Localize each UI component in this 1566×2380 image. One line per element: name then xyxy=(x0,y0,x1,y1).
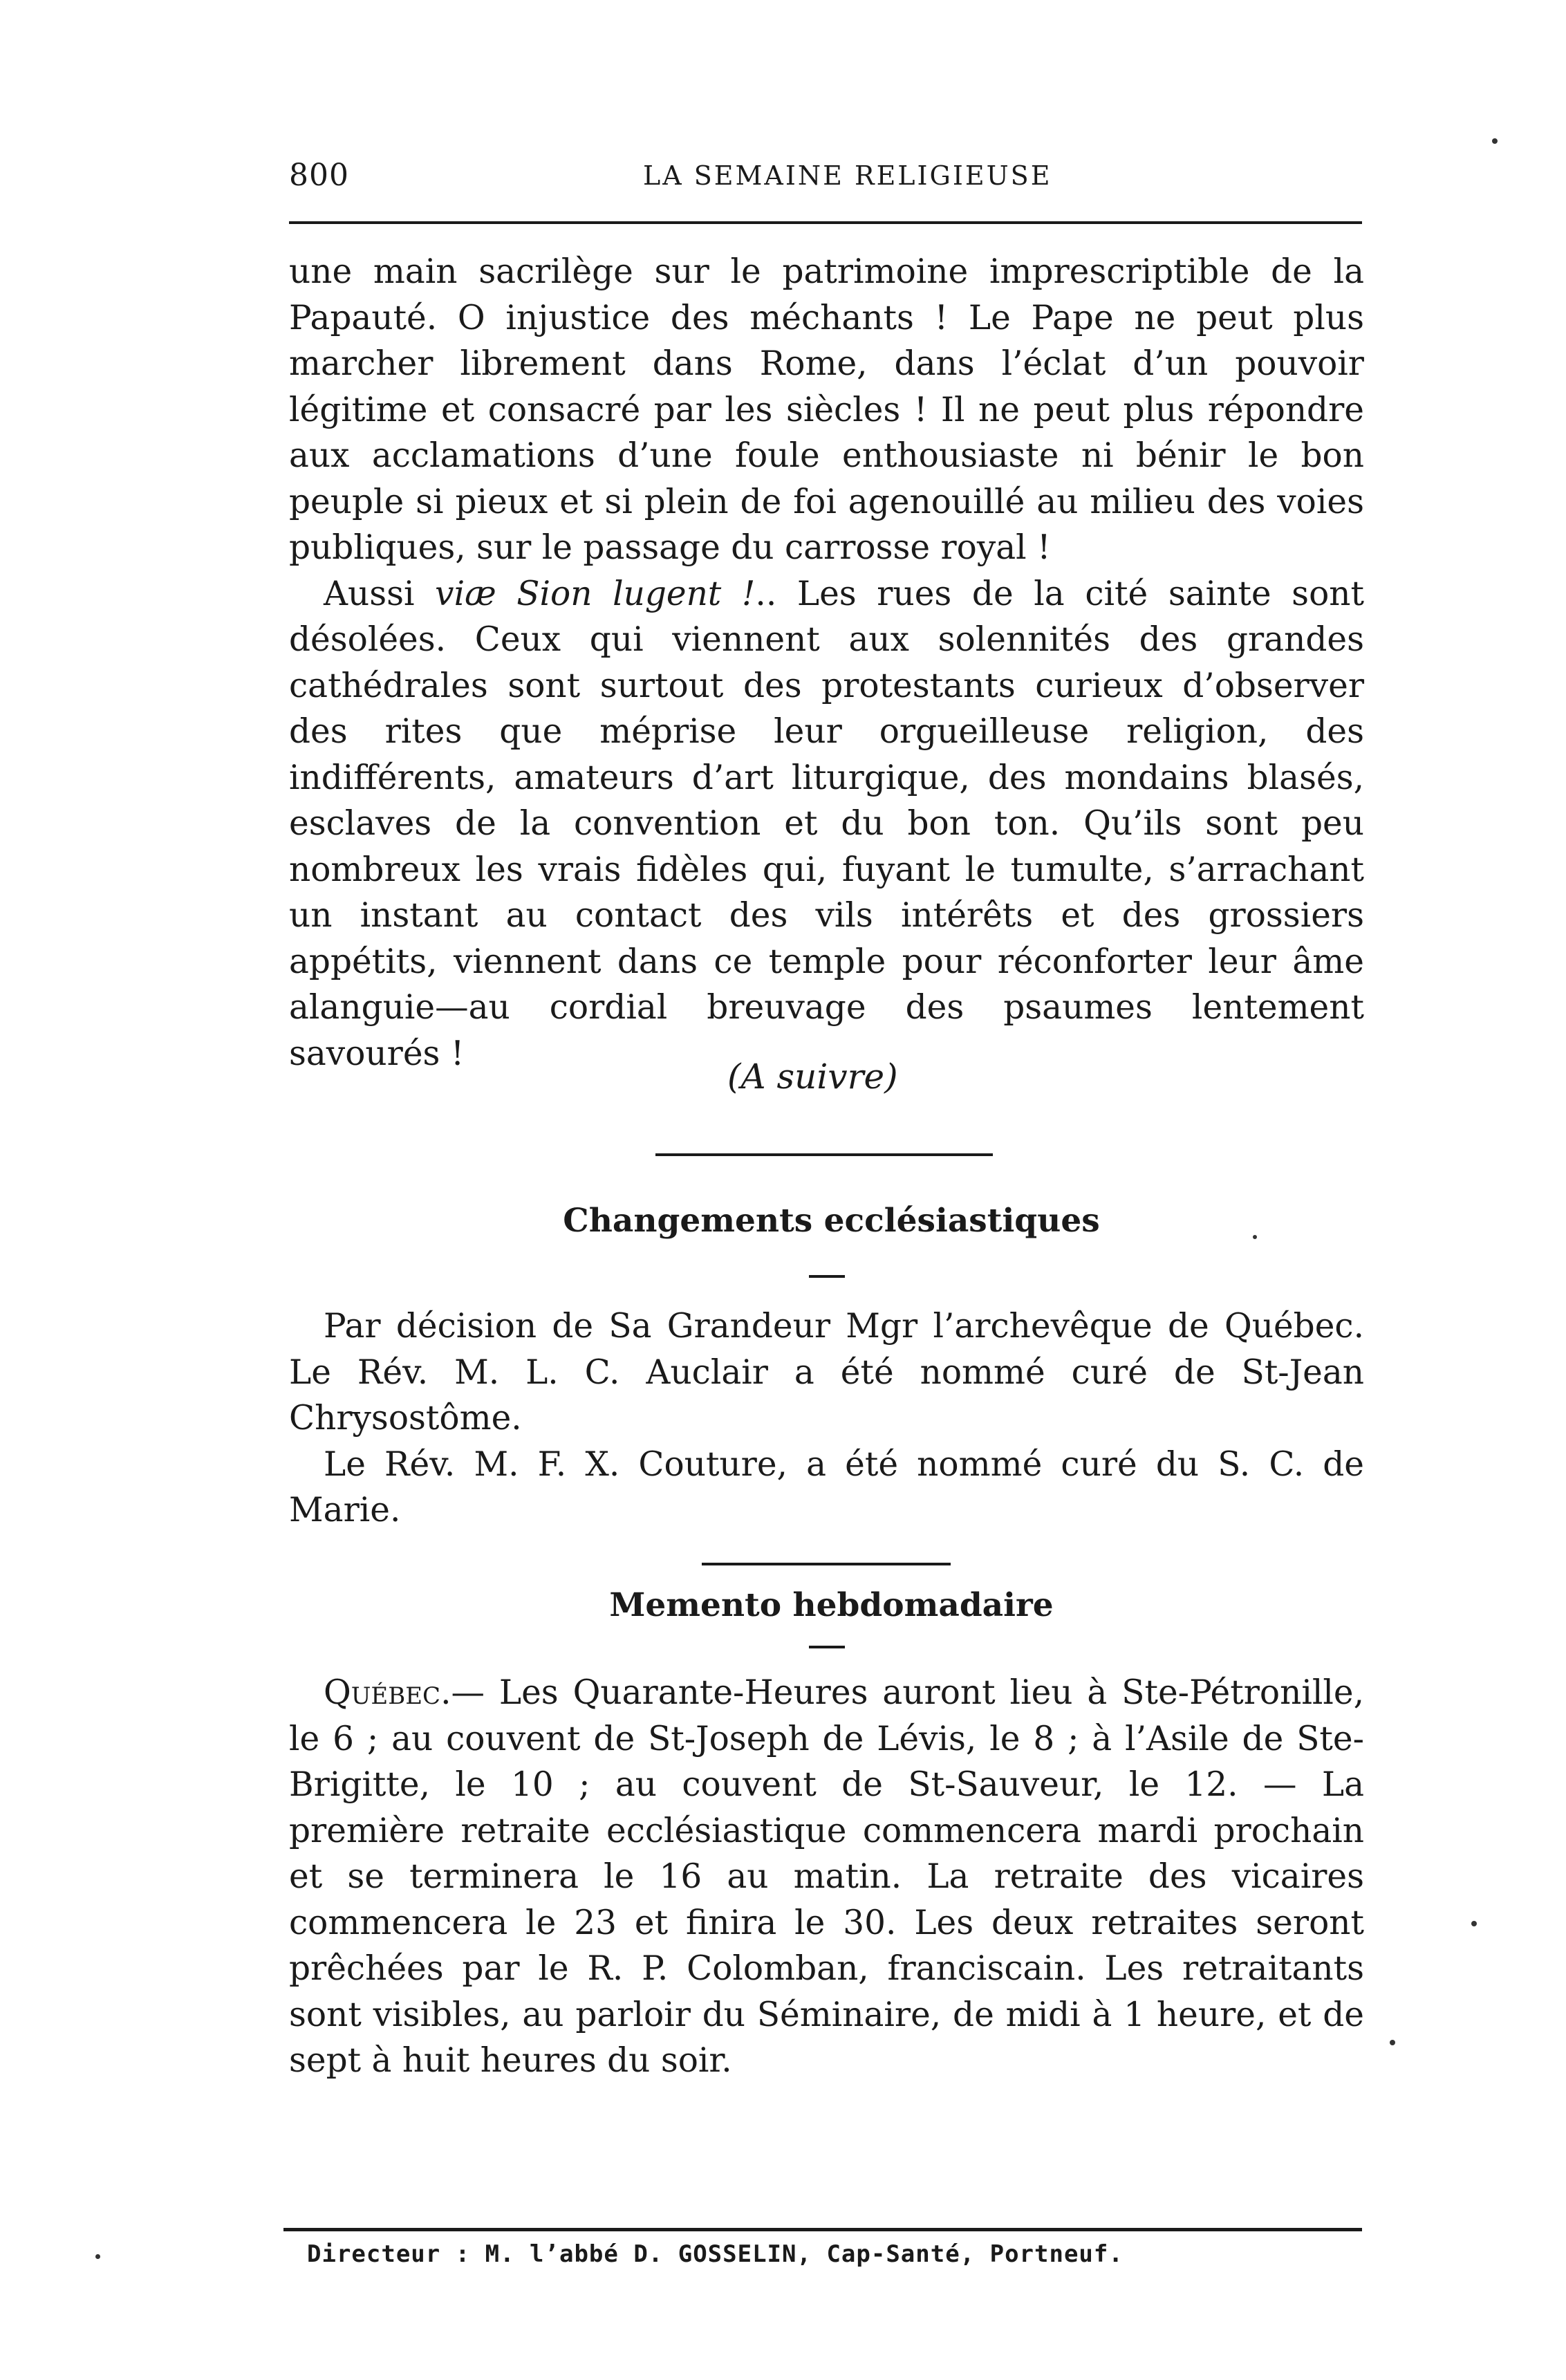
section-title-memento: Memento hebdomadaire xyxy=(609,1586,1054,1624)
section-title-changes: Changements ecclésiastiques xyxy=(563,1202,1100,1240)
changes-paragraph-2: Le Rév. M. F. X. Couture, a été nommé curé du S. C. de Marie. xyxy=(289,1444,1364,1530)
section-divider-rule xyxy=(702,1563,951,1565)
scan-speck xyxy=(1492,138,1498,144)
to-be-continued: (A suivre) xyxy=(727,1057,898,1097)
changes-body xyxy=(289,1303,1364,1534)
article-continuation xyxy=(289,249,1364,1077)
article-paragraph-2 xyxy=(289,571,1364,1077)
article-paragraph-1: une main sacrilège sur le patrimoine imprescriptible de la Papauté. O injustice des méchants ! Le Pape ne peut plus marcher librement dans Rome, dans l’éclat d’un pouvoir légitime et consacré par les siècles ! Il ne peut plus répondre aux acclamations d’une foule enthousiaste ni bénir le bon peuple si pieux et si plein de foi agenouillé au milieu des voies publiques, sur le passage du carrosse royal ! xyxy=(289,252,1364,567)
title-dash xyxy=(809,1646,845,1648)
memento-body xyxy=(289,1670,1364,2084)
scan-speck xyxy=(1471,1921,1477,1926)
running-title: LA SEMAINE RELIGIEUSE xyxy=(643,160,1052,191)
footer-imprint: Directeur : M. l’abbé D. GOSSELIN, Cap-Santé, Portneuf. xyxy=(307,2240,1124,2268)
paragraph-2-rest: .. Les rues de la cité sainte sont désolées. Ceux qui viennent aux solennités des grandes cathédrales sont surtout des protestants curieux d’observer des rites que méprise leur orgueilleuse religion, des indifférents, amateurs d’art liturgique, des mondains blasés, esclaves de la convention et du bon ton. Qu’ils sont peu nombreux les vrais fidèles qui, fuyant le tumulte, s’arrachant un instant au contact des vils intérêts et des grossiers appétits, viennent dans ce temple pour réconforter leur âme alanguie—au cordial breuvage des psaumes lentement savourés ! xyxy=(289,574,1364,1073)
scan-speck xyxy=(1253,1235,1257,1239)
paragraph-2-lead: Aussi xyxy=(324,574,436,613)
header-rule xyxy=(289,221,1362,224)
latin-quote: viæ Sion lugent ! xyxy=(435,574,756,613)
section-divider-rule xyxy=(655,1153,993,1156)
memento-paragraph xyxy=(289,1670,1364,2084)
title-dash xyxy=(809,1275,845,1278)
changes-paragraph-1: Par décision de Sa Grandeur Mgr l’archevêque de Québec. Le Rév. M. L. C. Auclair a été nommé curé de St-Jean Chrysostôme. xyxy=(289,1307,1364,1438)
scan-speck xyxy=(95,2254,100,2259)
memento-text: .— Les Quarante-Heures auront lieu à Ste-Pétronille, le 6 ; au couvent de St-Joseph de Lévis, le 8 ; à l’Asile de Ste-Brigitte, le 10 ; au couvent de St-Sauveur, le 12. — La première retraite ecclésiastique commencera mardi prochain et se terminera le 16 au matin. La retraite des vicaires commencera le 23 et finira le 30. Les deux retraites seront prêchées par le R. P. Colomban, franciscain. Les retraitants sont visibles, au parloir du Séminaire, de midi à 1 heure, et de sept à huit heures du soir. xyxy=(289,1673,1364,2080)
scan-speck xyxy=(1390,2040,1395,2045)
place-name: Québec xyxy=(324,1673,441,1712)
page-number: 800 xyxy=(289,158,349,193)
footer-rule xyxy=(283,2228,1362,2231)
